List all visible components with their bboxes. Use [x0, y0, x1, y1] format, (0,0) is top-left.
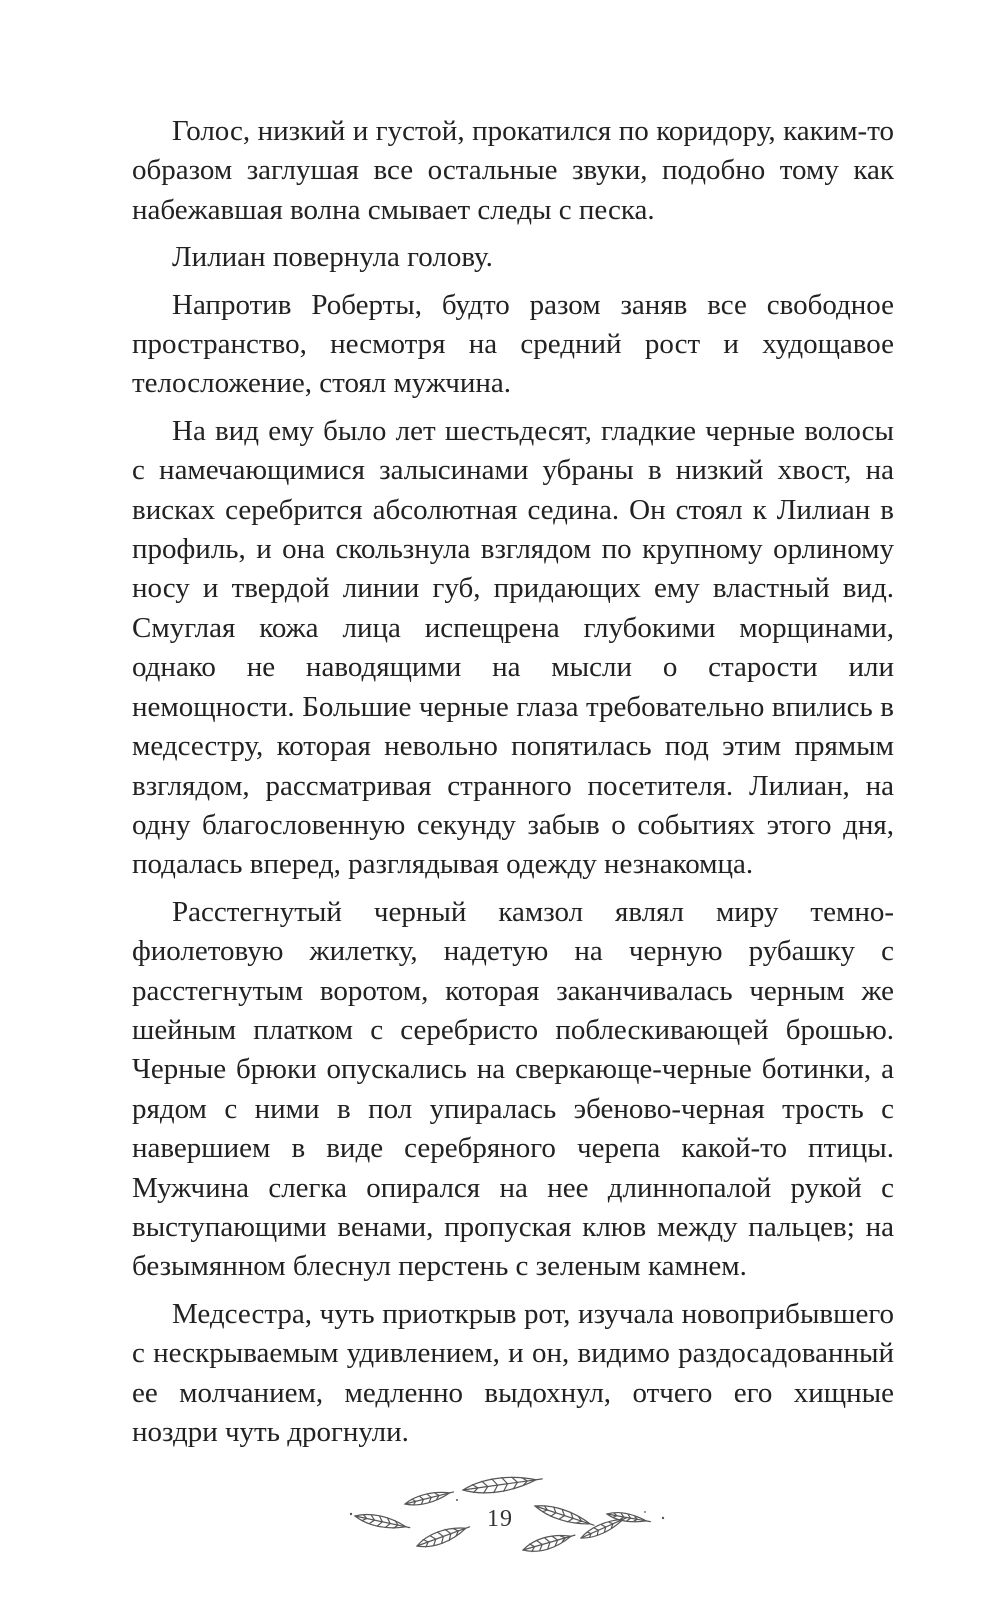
paragraph: Расстегнутый черный камзол являл миру темно-фиолетовую жилетку, надетую на черную рубашку с расстегнутым воротом, которая заканчивалась черным же шейным платком с серебристо поблескивающей брошью. Черные брюки опускались на сверкающе-черные ботинки, а рядом с ними в пол упиралась эбеново-черная трость с навершием в виде серебряного черепа какой-то птицы. Мужчина слегка опирался на нее длиннопалой рукой с выступающими венами, пропуская клюв между пальцев; на безымянном блеснул перстень с зеленым камнем. — [132, 895, 894, 1283]
paragraph: Медсестра, чуть приоткрыв рот, изучала новоприбывшего с нескрываемым удивлением, и он, видимо раздосадованный ее молчанием, медленно выдохнул, отчего его хищные ноздри чуть дрогнули. — [132, 1297, 894, 1448]
paragraph: На вид ему было лет шестьдесят, гладкие черные волосы с намечающимися залысинами убраны в низкий хвост, на висках серебрится абсолютная седина. Он стоял к Лилиан в профиль, и она скользнула взглядом по крупному орлиному носу и твердой линии губ, придающих ему властный вид. Смуглая кожа лица испещрена глубокими морщинами, однако не наводящими на мысли о старости или немощности. Большие черные глаза требовательно впились в медсестру, которая невольно попятилась под этим прямым взглядом, рассматривая странного посетителя. Лилиан, на одну благословенную секунду забыв о событиях этого дня, подалась вперед, разглядывая одежду незнакомца. — [132, 414, 894, 881]
page-footer — [0, 1460, 1000, 1580]
page-number: 19 — [487, 1506, 513, 1532]
paragraph: Голос, низкий и густой, прокатился по коридору, каким-то образом заглушая все остальные звуки, подобно тому как набежавшая волна смывает следы с песка. — [132, 115, 894, 226]
paragraph: Лилиан повернула голову. — [172, 241, 493, 274]
paragraph: Напротив Роберты, будто разом заняв все свободное пространство, несмотря на средний рост и худощавое телосложение, стоял мужчина. — [132, 288, 894, 400]
body-text — [132, 112, 894, 1460]
feather-icon — [521, 1529, 576, 1555]
feather-icon — [462, 1472, 543, 1497]
